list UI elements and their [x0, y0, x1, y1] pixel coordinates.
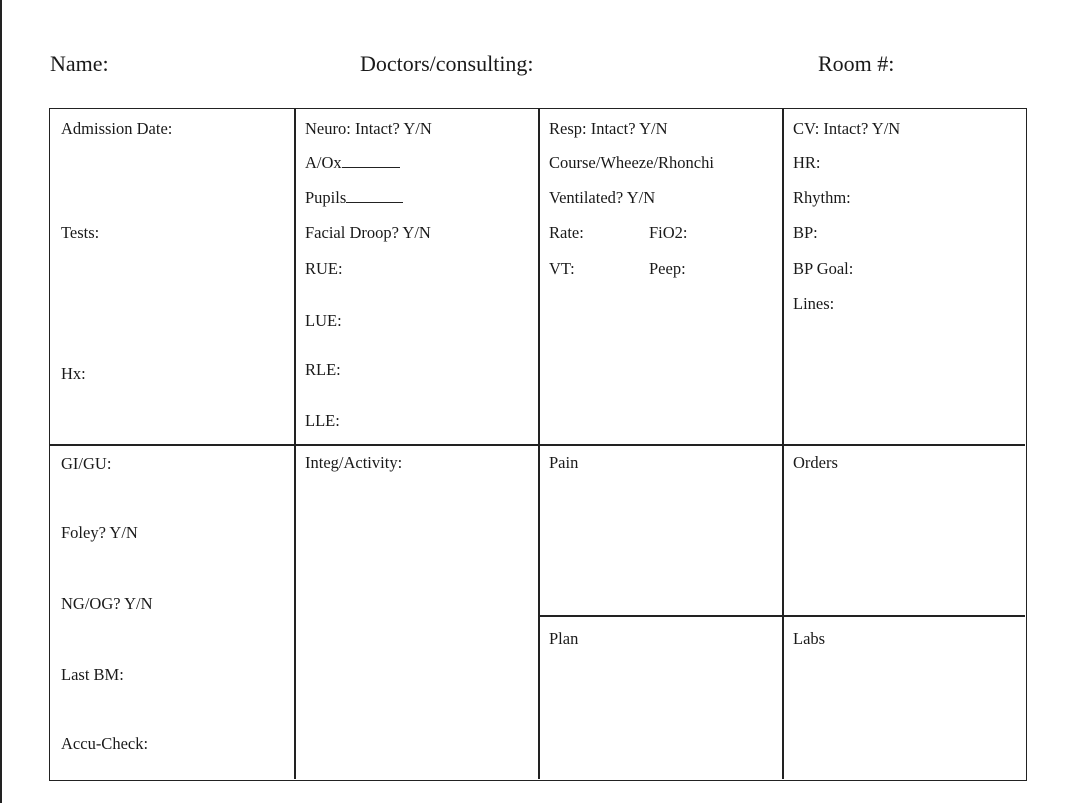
row-divider-main: [50, 444, 1025, 446]
breath-sounds-label: Course/Wheeze/Rhonchi: [549, 153, 714, 172]
name-label: Name:: [50, 51, 109, 76]
aox-field: [305, 153, 400, 173]
rle-label: RLE:: [305, 360, 341, 379]
lle-label: LLE:: [305, 411, 340, 430]
aox-label: A/Ox: [305, 153, 342, 172]
rue-label: RUE:: [305, 259, 343, 278]
room-number-label: Room #:: [818, 51, 895, 76]
bp-label: BP:: [793, 223, 818, 242]
cv-intact-label: CV: Intact? Y/N: [793, 119, 901, 138]
row-divider-lower: [538, 615, 1025, 617]
tests-label: Tests:: [61, 223, 100, 242]
pain-label: Pain: [549, 453, 579, 472]
lines-label: Lines:: [793, 294, 835, 313]
left-edge-rule: [0, 0, 2, 803]
labs-label: Labs: [793, 629, 826, 648]
accu-check-label: Accu-Check:: [61, 734, 149, 753]
foley-label: Foley? Y/N: [61, 523, 138, 542]
hr-label: HR:: [793, 153, 821, 172]
plan-label: Plan: [549, 629, 579, 648]
gigu-label: GI/GU:: [61, 454, 112, 473]
doctors-consulting-label: Doctors/consulting:: [360, 51, 534, 76]
pupils-blank-line: [346, 188, 403, 203]
pupils-field: [305, 188, 403, 208]
aox-blank-line: [342, 153, 400, 168]
neuro-intact-label: Neuro: Intact? Y/N: [305, 119, 432, 138]
hx-label: Hx:: [61, 364, 86, 383]
assessment-grid: [49, 108, 1027, 781]
vt-label: VT:: [549, 259, 575, 278]
last-bm-label: Last BM:: [61, 665, 124, 684]
facial-droop-label: Facial Droop? Y/N: [305, 223, 431, 242]
integ-activity-label: Integ/Activity:: [305, 453, 403, 472]
bp-goal-label: BP Goal:: [793, 259, 854, 278]
rhythm-label: Rhythm:: [793, 188, 851, 207]
ngog-label: NG/OG? Y/N: [61, 594, 153, 613]
pupils-label: Pupils: [305, 188, 347, 207]
resp-intact-label: Resp: Intact? Y/N: [549, 119, 668, 138]
fio2-label: FiO2:: [649, 223, 688, 242]
lue-label: LUE:: [305, 311, 342, 330]
admission-date-label: Admission Date:: [61, 119, 173, 138]
orders-label: Orders: [793, 453, 838, 472]
rate-label: Rate:: [549, 223, 584, 242]
peep-label: Peep:: [649, 259, 686, 278]
ventilated-label: Ventilated? Y/N: [549, 188, 656, 207]
